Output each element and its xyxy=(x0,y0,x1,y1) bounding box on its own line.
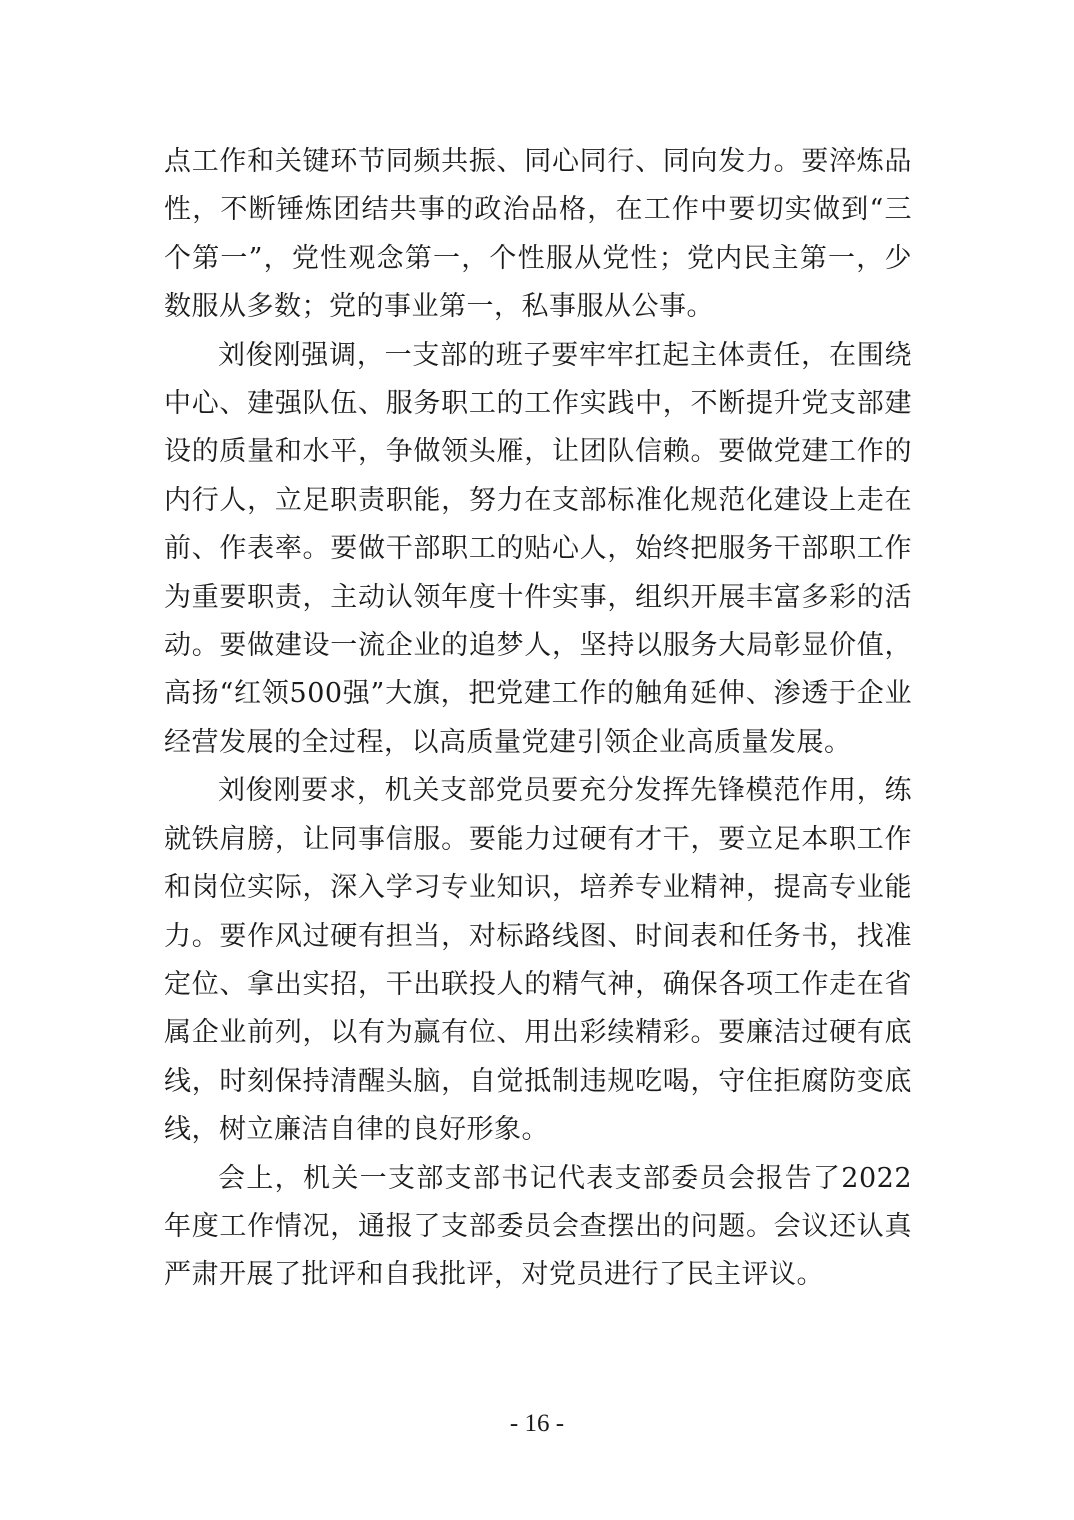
paragraph-meeting-report: 会上，机关一支部支部书记代表支部委员会报告了2022年度工作情况，通报了支部委员会查摆出的问题。会议还认真严肃开展了批评和自我批评，对党员进行了民主评议。 xyxy=(164,1162,912,1291)
paragraph-emphasis: 刘俊刚强调，一支部的班子要牢牢扛起主体责任，在围绕中心、建强队伍、服务职工的工作实践中，不断提升党支部建设的质量和水平，争做领头雁，让团队信赖。要做党建工作的内行人，立足职责职能，努力在支部标准化规范化建设上走在前、作表率。要做干部职工的贴心人，始终把服务干部职工作为重要职责，主动认领年度十件实事，组织开展丰富多彩的活动。要做建设一流企业的追梦人，坚持以服务大局彰显价值，高扬“红领500强”大旗，把党建工作的触角延伸、渗透于企业经营发展的全过程，以高质量党建引领企业高质量发展。 xyxy=(164,339,912,758)
page-number: - 16 - xyxy=(509,1410,565,1437)
paragraph-continuation: 点工作和关键环节同频共振、同心同行、同向发力。要淬炼品性，不断锤炼团结共事的政治品格，在工作中要切实做到“三个第一”，党性观念第一，个性服从党性；党内民主第一，少数服从多数；党的事业第一，私事服从公事。 xyxy=(164,146,912,323)
paragraph-requirements: 刘俊刚要求，机关支部党员要充分发挥先锋模范作用，练就铁肩膀，让同事信服。要能力过硬有才干，要立足本职工作和岗位实际，深入学习专业知识，培养专业精神，提高专业能力。要作风过硬有担当，对标路线图、时间表和任务书，找准定位、拿出实招，干出联投人的精气神，确保各项工作走在省属企业前列，以有为赢有位、用出彩续精彩。要廉洁过硬有底线，时刻保持清醒头脑，自觉抵制违规吃喝，守住拒腐防变底线，树立廉洁自律的良好形象。 xyxy=(164,775,912,1146)
body-text xyxy=(164,138,912,1300)
